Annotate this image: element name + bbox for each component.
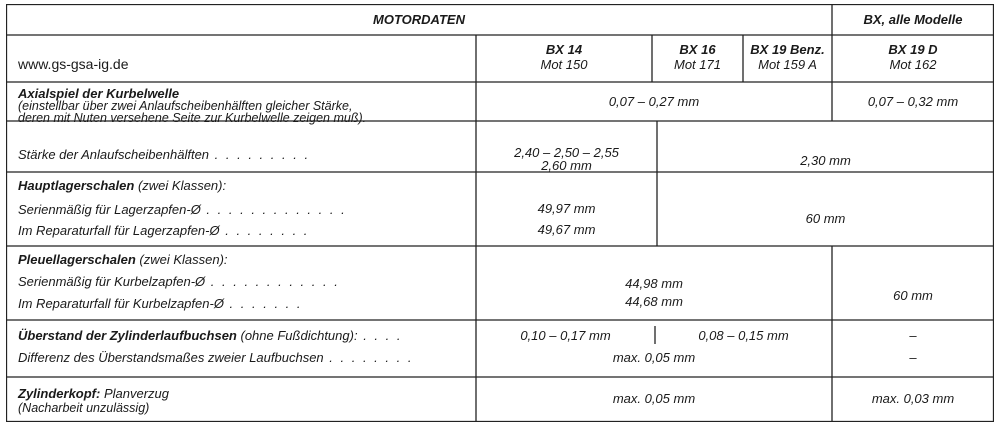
liner-value-diesel: – (909, 328, 917, 343)
axial-title: Axialspiel der Kurbelwelle (18, 86, 180, 101)
axial-desc-1: (einstellbar über zwei Anlaufscheibenhälften gleicher Stärke, (18, 99, 353, 113)
table-title: MOTORDATEN (373, 12, 465, 27)
liner-diff-value: max. 0,05 mm (612, 350, 696, 365)
col-bx19d-model: BX 19 D (888, 42, 938, 57)
col-bx16-model: BX 16 (679, 42, 716, 57)
col-bx19d-engine: Mot 162 (889, 57, 937, 72)
axial-value-diesel: 0,07 – 0,32 mm (867, 94, 959, 109)
conrod-petrol-1: 44,98 mm (625, 276, 683, 291)
thickness-other: 2,30 mm (800, 153, 851, 168)
conrod-bearing-row-1: Serienmäßig für Kurbelzapfen-Ø . . . . . . . . . . . . (18, 274, 340, 289)
conrod-diesel: 60 mm (893, 288, 933, 303)
main-bearing-heading: Hauptlagerschalen (zwei Klassen): (18, 178, 227, 193)
liner-value-a: 0,10 – 0,17 mm (520, 328, 611, 343)
col-bx19b-engine: Mot 159 A (758, 57, 817, 72)
col-bx16-engine: Mot 171 (674, 57, 721, 72)
website-label: www.gs-gsa-ig.de (18, 56, 129, 72)
liner-heading: Überstand der Zylinderlaufbuchsen (ohne Fußdichtung): . . . . (18, 328, 403, 343)
conrod-petrol-2: 44,68 mm (625, 294, 683, 309)
main-bearing-row-1: Serienmäßig für Lagerzapfen-Ø . . . . . . . . . . . . . (18, 202, 347, 217)
thickness-label: Stärke der Anlaufscheibenhälften . . . . . . . . . (18, 147, 311, 162)
axial-desc-2: deren mit Nuten versehene Seite zur Kurbelwelle zeigen muß). (18, 111, 367, 125)
main-bearing-other: 60 mm (805, 211, 846, 226)
all-models-label: BX, alle Modelle (863, 12, 963, 27)
main-bearing-bx14-2: 49,67 mm (537, 222, 596, 237)
liner-diff-diesel: – (909, 350, 917, 365)
col-bx19b-model: BX 19 Benz. (750, 42, 825, 57)
main-bearing-bx14-1: 49,97 mm (537, 201, 596, 216)
col-bx14-model: BX 14 (545, 42, 583, 57)
head-value-diesel: max. 0,03 mm (871, 391, 955, 406)
head-note: (Nacharbeit unzulässig) (18, 401, 150, 415)
conrod-bearing-row-2: Im Reparaturfall für Kurbelzapfen-Ø . . . . . . . (18, 296, 303, 311)
axial-value-petrol: 0,07 – 0,27 mm (608, 94, 700, 109)
main-bearing-row-2: Im Reparaturfall für Lagerzapfen-Ø . . . . . . . . (18, 223, 310, 238)
col-bx14-engine: Mot 150 (540, 57, 588, 72)
engine-data-table (6, 4, 994, 422)
head-heading: Zylinderkopf: Planverzug (18, 386, 170, 401)
liner-diff-label: Differenz des Überstandsmaßes zweier Laufbuchsen . . . . . . . . (18, 350, 414, 365)
liner-value-b: 0,08 – 0,15 mm (698, 328, 789, 343)
conrod-bearing-heading: Pleuellagerschalen (zwei Klassen): (18, 252, 228, 267)
head-value-petrol: max. 0,05 mm (612, 391, 696, 406)
thickness-bx14-1: 2,40 – 2,50 – 2,55 (514, 145, 619, 160)
thickness-bx14-2: 2,60 mm (541, 158, 592, 173)
